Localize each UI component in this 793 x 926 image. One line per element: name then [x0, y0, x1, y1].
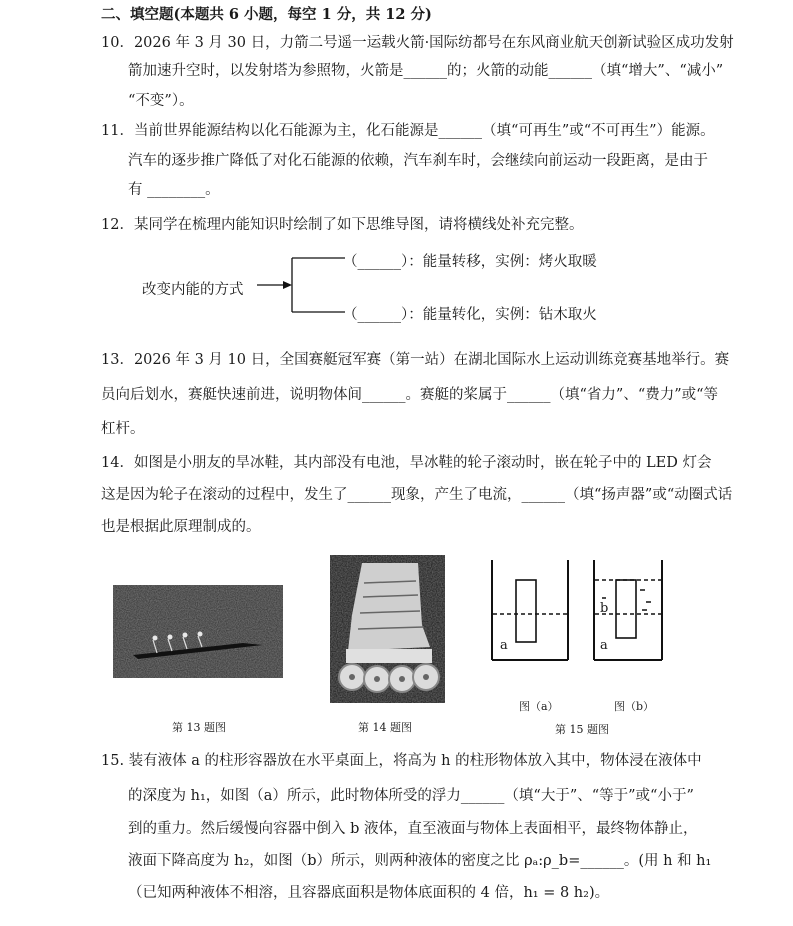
fig15b-caption: 图（b）	[614, 700, 655, 713]
label-liquid-b: b	[600, 601, 609, 616]
q10-line3: “不变”）。	[128, 93, 194, 109]
roller-skate-photo	[330, 555, 445, 703]
q14-line1: 14．如图是小朋友的旱冰鞋，其内部没有电池，旱冰鞋的轮子滚动时，嵌在轮子中的 LED 灯会	[101, 455, 712, 471]
fig13-caption: 第 13 题图	[172, 721, 226, 734]
q14-line2: 这是因为轮子在滚动的过程中，发生了______现象，产生了电流，______（填“扬声器”或“动圈式话	[101, 487, 733, 503]
q13-line2: 员向后划水，赛艇快速前进，说明物体间______。赛艇的桨属于______（填“省力”、“费力”或“等	[101, 387, 719, 403]
q15-line2: 的深度为 h₁，如图（a）所示，此时物体所受的浮力______（填“大于”、“等于”或“小于”	[128, 788, 694, 804]
q12-line1: 12．某同学在梳理内能知识时绘制了如下思维导图，请将横线处补充完整。	[101, 217, 584, 233]
q15-line3: 到的重力。然后缓慢向容器中倒入 b 液体，直至液面与物体上表面相平，最终物体静止，	[128, 821, 698, 837]
q10-line2: 箭加速升空时，以发射塔为参照物，火箭是______的；火箭的动能______（填“增大”、“减小”	[128, 63, 724, 79]
mind-map-branch-1: （______）：能量转移，实例：烤火取暖	[343, 254, 597, 270]
fig15a-caption: 图（a）	[519, 700, 559, 713]
q15-line1: 15. 装有液体 a 的柱形容器放在水平桌面上，将高为 h 的柱形物体放入其中，物体浸在液体中	[101, 753, 702, 769]
section-title: 二、填空题(本题共 6 小题，每空 1 分，共 12 分)	[101, 6, 432, 23]
mind-map-branch-2: （______）：能量转化，实例：钻木取火	[343, 307, 597, 323]
q11-line1: 11．当前世界能源结构以化石能源为主，化石能源是______（填“可再生”或“不可再生”）能源。	[101, 123, 715, 139]
fig14-caption: 第 14 题图	[358, 721, 412, 734]
label-liquid-a-left: a	[500, 638, 508, 653]
q10-line1: 10．2026 年 3 月 30 日，力箭二号遥一运载火箭·国际纺都号在东风商业航天创新试验区成功发射	[101, 35, 734, 51]
q13-line1: 13．2026 年 3 月 10 日，全国赛艇冠军赛（第一站）在湖北国际水上运动训练竞赛基地举行。赛	[101, 352, 730, 368]
label-liquid-a-right: a	[600, 638, 608, 653]
mind-map-root: 改变内能的方式	[142, 282, 244, 298]
q15-line5: （已知两种液体不相溶，且容器底面积是物体底面积的 4 倍，h₁ = 8 h₂)。	[128, 885, 610, 901]
fig15-caption: 第 15 题图	[555, 723, 609, 736]
q15-line4: 液面下降高度为 h₂，如图（b）所示，则两种液体的密度之比 ρₐ:ρ_b=______。(用 h 和 h₁	[128, 853, 712, 869]
mind-map-connector	[255, 250, 350, 320]
rowing-photo	[113, 585, 283, 678]
q11-line3: 有 ________。	[128, 182, 220, 198]
q13-line3: 杠杆。	[101, 421, 145, 437]
q14-line3: 也是根据此原理制成的。	[101, 519, 261, 535]
q11-line2: 汽车的逐步推广降低了对化石能源的依赖，汽车刹车时，会继续向前运动一段距离，是由于	[128, 153, 708, 169]
